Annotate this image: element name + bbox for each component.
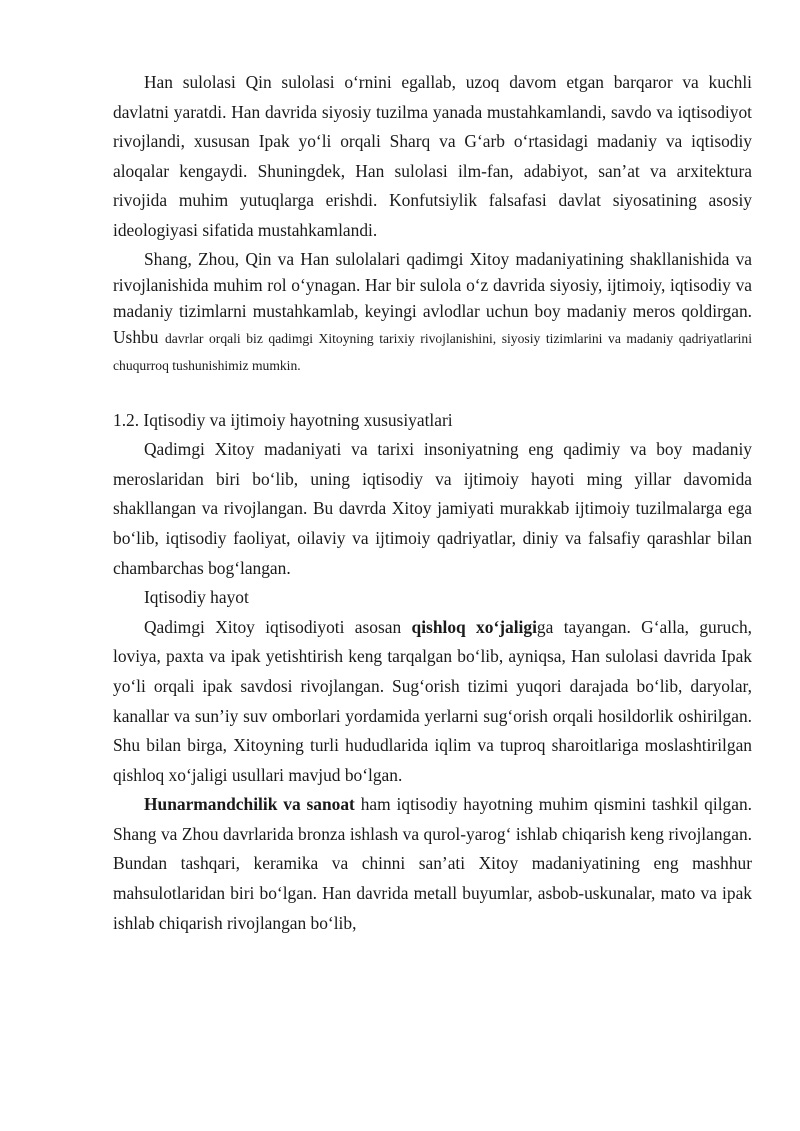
paragraph-intro [113, 435, 752, 583]
bold-term-agriculture: qishloq xo‘jaligi [411, 616, 537, 637]
bold-term-crafts: Hunarmandchilik va sanoat [144, 794, 355, 815]
paragraph-crafts [113, 790, 752, 938]
paragraph-text: Qadimgi Xitoy madaniyati va tarixi insoniyatning eng qadimiy va boy madaniy meroslaridan biri bo‘lib, uning iqtisodiy va ijtimoiy hayoti ming yillar davomida shakllangan va rivojlangan. Bu davrda Xitoy jamiyati murakkab ijtimoiy tuzilmalarga ega bo‘lib, iqtisodiy faoliyat, oilaviy va ijtimoiy qadriyatlar, diniy va falsafiy qarashlar bilan chambarchas bog‘langan. [113, 439, 752, 578]
paragraph-text: Han sulolasi Qin sulolasi o‘rnini egallab, uzoq davom etgan barqaror va kuchli davlatni yaratdi. Han davrida siyosiy tuzilma yanada mustahkamlandi, savdo va iqtisodiyot rivojlandi, xususan Ipak yo‘li orqali Sharq va G‘arb o‘rtasidagi madaniy va iqtisodiy aloqalar kengaydi. Shuningdek, Han sulolasi ilm-fan, adabiyot, san’at va arxitektura rivojida muhim yutuqlarga erishdi. Konfutsiylik falsafasi davlat siyosatining asosiy ideologiyasi sifatida mustahkamlandi. [113, 72, 752, 240]
paragraph-text: Shang, Zhou, Qin va Han sulolalari qadimgi Xitoy madaniyatining shakllanishida va rivojlanishida muhim rol o‘ynagan. Har bir sulola o‘z davrida siyosiy, ijtimoiy, iqtisodiy va madaniy tizimlarni mustahkamlab, keyingi avlodlar uchun boy madaniy meros qoldirgan. Ushbu [113, 248, 752, 347]
subheading-economic-life: Iqtisodiy hayot [144, 587, 249, 608]
document-page [113, 68, 752, 938]
section-heading: 1.2. Iqtisodiy va ijtimoiy hayotning xususiyatlari [113, 409, 453, 430]
paragraph-text: Qadimgi Xitoy iqtisodiyoti asosan [144, 616, 412, 637]
paragraph-text: ham iqtisodiy hayotning muhim qismini tashkil qilgan. Shang va Zhou davrlarida bronza ishlash va qurol-yarog‘ ishlab chiqarish keng rivojlangan. Bundan tashqari, keramika va chinni san’ati Xitoy madaniyatining eng mashhur mahsulotlaridan biri bo‘lgan. Han davrida metall buyumlar, asbob-uskunalar, mato va ipak ishlab chiqarish rivojlangan bo‘lib, [113, 794, 752, 933]
paragraph-text: ga tayangan. G‘alla, guruch, loviya, paxta va ipak yetishtirish keng tarqalgan bo‘lib, ayniqsa, Han sulolasi davrida Ipak yo‘li orqali ipak savdosi rivojlangan. Sug‘orish tizimi yuqori darajada bo‘lib, daryolar, kanallar va sun’iy suv omborlari yordamida yerlarni sug‘orish orqali hosildorlik oshirilgan. Shu bilan birga, Xitoyning turli hududlarida iqlim va tuproq sharoitlariga moslashtirilgan qishloq xo‘jaligi usullari mavjud bo‘lgan. [113, 616, 752, 785]
paragraph-text-small: davrlar orqali biz qadimgi Xitoyning tarixiy rivojlanishini, siyosiy tizimlarini va madaniy qadriyatlarini chuqurroq tushunishimiz mumkin. [113, 330, 753, 373]
paragraph-agriculture [113, 613, 752, 791]
paragraph-han-dynasty [113, 68, 752, 246]
paragraph-dynasties-summary [113, 246, 752, 378]
